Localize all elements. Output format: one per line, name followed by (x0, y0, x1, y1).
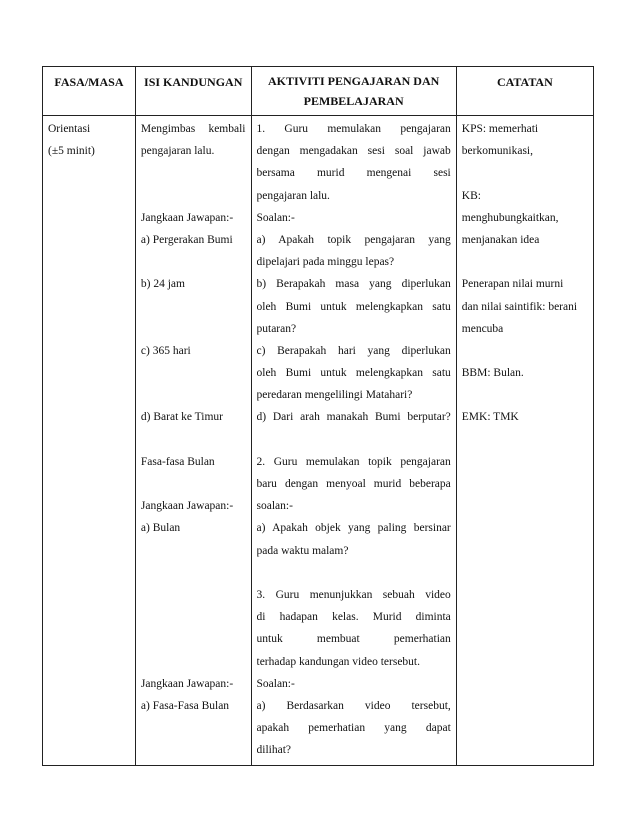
col4-line (462, 340, 588, 362)
cell-aktiviti (251, 116, 456, 766)
col2-line: c) 365 hari (140, 344, 191, 357)
col2-line (141, 651, 246, 673)
col3-line: c) Berapakah hari yang diperlukan (256, 344, 451, 357)
header-fasa-masa: FASA/MASA (43, 67, 136, 116)
col3-line: putaran? (256, 322, 297, 335)
col3-line: a) Apakah objek yang paling bersinar (256, 522, 451, 535)
table-header-row (43, 67, 594, 116)
col3-line: soalan:- (256, 500, 293, 513)
col4-line (462, 162, 588, 184)
header-aktiviti-line1: AKTIVITI PENGAJARAN DAN (267, 74, 440, 88)
col3-line (257, 562, 451, 584)
col3-line: b) Berapakah masa yang diperlukan (256, 278, 451, 291)
col2-line: b) 24 jam (140, 278, 185, 291)
col4-line (462, 251, 588, 273)
col2-line (141, 362, 246, 384)
col3-line: d) Dari arah manakah Bumi berputar? (256, 411, 451, 424)
col3-line: dilihat? (256, 744, 291, 757)
col3-line (257, 429, 451, 451)
col2-line: pengajaran lalu. (140, 145, 215, 158)
header-isi-kandungan: ISI KANDUNGAN (135, 67, 251, 116)
col4-line: mencuba (461, 322, 504, 335)
col2-line (141, 296, 246, 318)
col2-line (141, 584, 246, 606)
col2-line: Jangkaan Jawapan:- (140, 211, 234, 224)
col4-line: menjanakan idea (461, 233, 540, 246)
col4-line: Penerapan nilai murni (461, 278, 564, 291)
header-aktiviti-line2: PEMBELAJARAN (303, 94, 404, 108)
col4-line: menghubungkaitkan, (461, 211, 559, 224)
col1-line: Orientasi (48, 123, 91, 135)
header-aktiviti (251, 67, 456, 116)
col3-line: terhadap kandungan video tersebut. (256, 655, 420, 668)
col2-line: Mengimbas kembali (140, 123, 246, 135)
col3-line: peredaran mengelilingi Matahari? (256, 389, 413, 402)
cell-isi-kandungan (135, 116, 251, 766)
col4-line: KPS: memerhati (461, 123, 539, 135)
col2-line (141, 429, 246, 451)
col4-line: EMK: TMK (461, 411, 519, 424)
cell-fasa-masa (43, 116, 136, 766)
col2-line: a) Pergerakan Bumi (140, 233, 233, 246)
col3-line: untuk membuat pemerhatian (256, 633, 451, 646)
col3-line: pengajaran lalu. (256, 189, 330, 202)
col4-line: KB: (461, 189, 481, 202)
col2-line (141, 606, 246, 628)
col3-line: oleh Bumi untuk melengkapkan satu (256, 367, 451, 380)
col3-line: pada waktu malam? (256, 544, 349, 557)
col1-line: (±5 minit) (48, 145, 95, 158)
lesson-plan-sheet (42, 66, 594, 766)
table-row (43, 116, 594, 766)
col3-line: oleh Bumi untuk melengkapkan satu (256, 300, 451, 313)
col2-line: a) Fasa-Fasa Bulan (140, 699, 230, 712)
col2-line (141, 162, 246, 184)
col3-line: Soalan:- (256, 677, 295, 690)
col3-line: di hadapan kelas. Murid diminta (256, 611, 451, 624)
col4-line: berkomunikasi, (461, 145, 533, 158)
col3-line: a) Berdasarkan video tersebut, (256, 699, 451, 712)
col3-line: baru dengan menyoal murid beberapa (256, 478, 451, 490)
col2-line (141, 318, 246, 340)
col2-line: d) Barat ke Timur (140, 411, 224, 424)
col4-line (462, 384, 588, 406)
col2-line (141, 384, 246, 406)
col2-line (141, 185, 246, 207)
col3-line: apakah pemerhatian yang dapat (256, 722, 451, 735)
col3-line: a) Apakah topik pengajaran yang (256, 233, 451, 246)
col3-line: bersama murid mengenai sesi (256, 167, 451, 180)
col2-line: Jangkaan Jawapan:- (140, 677, 234, 690)
col2-line: Fasa-fasa Bulan (140, 455, 215, 468)
col3-line: 1. Guru memulakan pengajaran (256, 123, 451, 135)
col3-line: dengan mengadakan sesi soal jawab (256, 145, 451, 158)
col4-line: dan nilai saintifik: berani (461, 300, 578, 313)
col3-line: 3. Guru menunjukkan sebuah video (256, 588, 451, 601)
col3-line: dipelajari pada minggu lepas? (256, 256, 395, 269)
col2-line (141, 628, 246, 650)
col2-line: a) Bulan (140, 522, 181, 535)
col2-line (141, 473, 246, 495)
col2-line: Jangkaan Jawapan:- (140, 500, 234, 513)
col4-line: BBM: Bulan. (461, 367, 524, 380)
col2-line (141, 540, 246, 562)
col3-line: Soalan:- (256, 211, 295, 224)
col3-line: 2. Guru memulakan topik pengajaran (256, 455, 451, 468)
lesson-plan-table (42, 66, 594, 766)
cell-catatan (456, 116, 593, 766)
col2-line (141, 251, 246, 273)
col2-line (141, 562, 246, 584)
header-catatan: CATATAN (456, 67, 593, 116)
